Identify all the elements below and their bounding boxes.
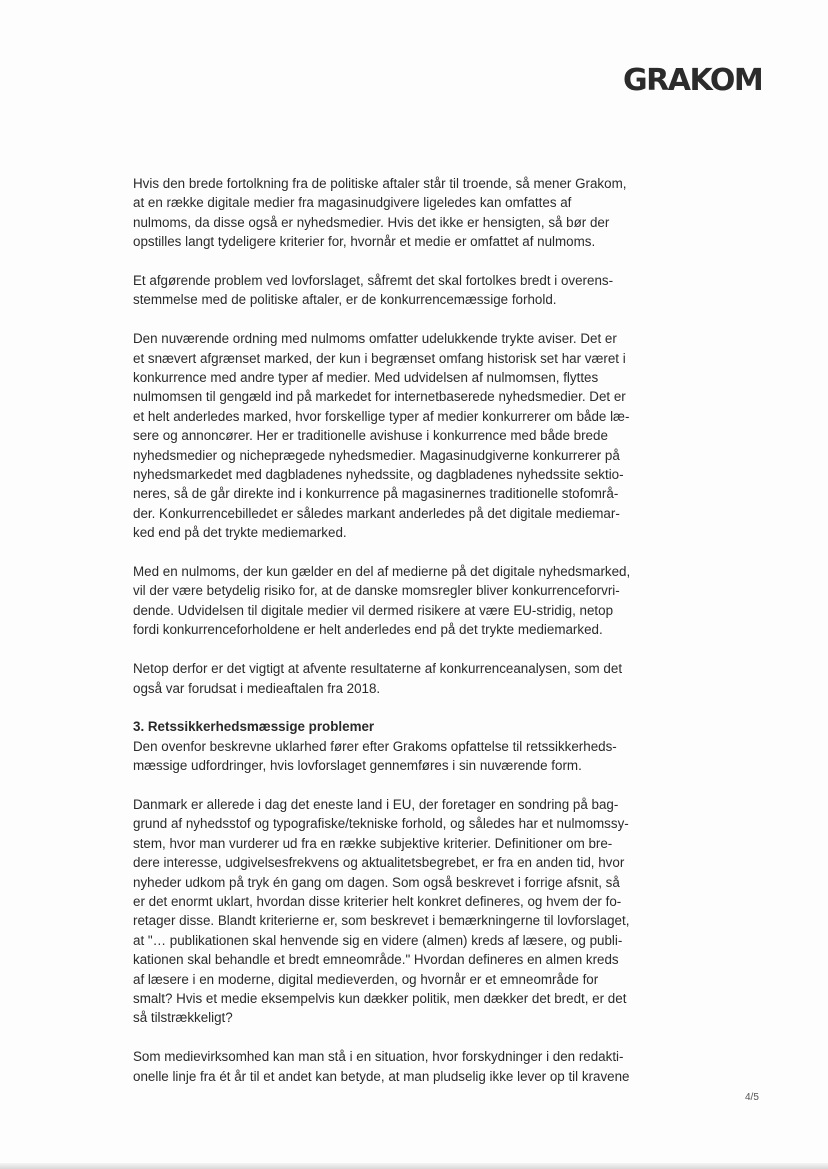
text-line: vil der være betydelig risiko for, at de danske momsregler bliver konkurrenceforvri- [133,583,620,599]
paragraph-denmark-criteria [133,795,633,1028]
paragraph-current-scheme [133,329,633,542]
text-line: retager disse. Blandt kriterierne er, som beskrevet i bemærkningerne til lovforslaget, [133,913,630,929]
text-line: ked end på det trykte mediemarked. [133,525,347,541]
text-line: Et afgørende problem ved lovforslaget, såfremt det skal fortolkes bredt i overens- [133,273,614,289]
text-line: Den nuværende ordning med nulmoms omfatter udelukkende trykte aviser. Det er [133,331,617,347]
page-number: 4/5 [745,1092,759,1103]
text-line: nulmomsen til gengæld ind på markedet for internetbaserede nyhedsmedier. Det er [133,389,626,405]
text-line: stem, hvor man vurderer ud fra en række subjektive kriterier. Definitioner om bre- [133,835,613,851]
paragraph-await-analysis [133,659,633,698]
text-line: Den ovenfor beskrevne uklarhed fører efter Grakoms opfattelse til retssikkerheds- [133,738,617,754]
text-line: et helt anderledes marked, hvor forskellige typer af medier konkurrerer om både læ- [133,408,630,424]
text-line: at "… publikationen skal henvende sig en videre (almen) kreds af læsere, og publi- [133,932,623,948]
text-line: Danmark er allerede i dag det eneste land i EU, der foretager en sondring på bag- [133,796,619,812]
paragraph-competition-problem [133,271,633,310]
text-line: nyhedsmedier og nicheprægede nyhedsmedier. Magasinudgiverne konkurrerer på [133,447,620,463]
text-line: kationen skal behandle et bredt emneområde." Hvordan defineres en almen kreds [133,952,619,968]
document-body [133,174,633,1105]
text-line: Som medievirksomhed kan man stå i en situation, hvor forskydninger i den redakti- [133,1049,624,1065]
text-line: grund af nyhedsstof og typografiske/tekniske forhold, og således har et nulmomssy- [133,816,629,832]
text-line: nyheder udkom på tryk én gang om dagen. Som også beskrevet i forrige afsnit, så [133,874,620,890]
paragraph-eu-risk [133,562,633,640]
text-line: smalt? Hvis et medie eksempelvis kun dækker politik, men dækker det bredt, er det [133,990,627,1006]
text-line: Hvis den brede fortolkning fra de politiske aftaler står til troende, så mener Grakom, [133,176,627,191]
text-line: nyhedsmarkedet med dagbladenes nyhedssite, og dagbladenes nyhedssite sektio- [133,467,624,483]
text-line: nulmoms, da disse også er nyhedsmedier. Hvis det ikke er hensigten, så bør der [133,214,610,230]
text-line: dere interesse, udgivelsesfrekvens og aktualitetsbegrebet, er fra en anden tid, hvor [133,855,625,871]
text-line: af læsere i en moderne, digital medieverden, og hvornår er et emneområde for [133,971,599,987]
paragraph-broad-interpretation [133,174,633,252]
text-line: neres, så de går direkte ind i konkurrence på magasinernes traditionelle stofområ- [133,486,619,502]
text-line: Med en nulmoms, der kun gælder en del af medierne på det digitale nyhedsmarked, [133,564,631,580]
text-line: sere og annoncører. Her er traditionelle avishuse i konkurrence med både brede [133,428,608,444]
page-bottom-edge [0,1163,828,1169]
text-line: så tilstrækkeligt? [133,1010,233,1026]
text-line: dende. Udvidelsen til digitale medier vil dermed risikere at være EU-stridig, netop [133,602,614,618]
text-line: stemmelse med de politiske aftaler, er de konkurrencemæssige forhold. [133,292,557,308]
paragraph-media-company [133,1047,633,1086]
grakom-logo: GRAKOM [623,63,763,98]
text-line: et snævert afgrænset marked, der kun i begrænset omfang historisk set har været i [133,350,626,366]
text-line: mæssige udfordringer, hvis lovforslaget gennemføres i sin nuværende form. [133,758,582,774]
text-line: opstilles langt tydeligere kriterier for, hvornår et medie er omfattet af nulmoms. [133,234,596,250]
section-heading: 3. Retssikkerhedsmæssige problemer [133,719,375,735]
text-line: er det enormt uklart, hvordan disse kriterier helt konkret defineres, og hvem der fo- [133,893,622,909]
text-line: Netop derfor er det vigtigt at afvente resultaterne af konkurrenceanalysen, som det [133,661,623,677]
text-line: fordi konkurrenceforholdene er helt anderledes end på det trykte mediemarked. [133,622,603,638]
text-line: også var forudsat i medieaftalen fra 2018. [133,680,381,696]
text-line: konkurrence med andre typer af medier. Med udvidelsen af nulmomsen, flyttes [133,370,599,386]
section-intro [133,737,633,776]
text-line: at en række digitale medier fra magasinudgivere ligeledes kan omfattes af [133,195,572,211]
text-line: der. Konkurrencebilledet er således markant anderledes på det digitale mediemar- [133,505,620,521]
text-line: onelle linje fra ét år til et andet kan betyde, at man pludselig ikke lever op til kravene [133,1068,630,1084]
